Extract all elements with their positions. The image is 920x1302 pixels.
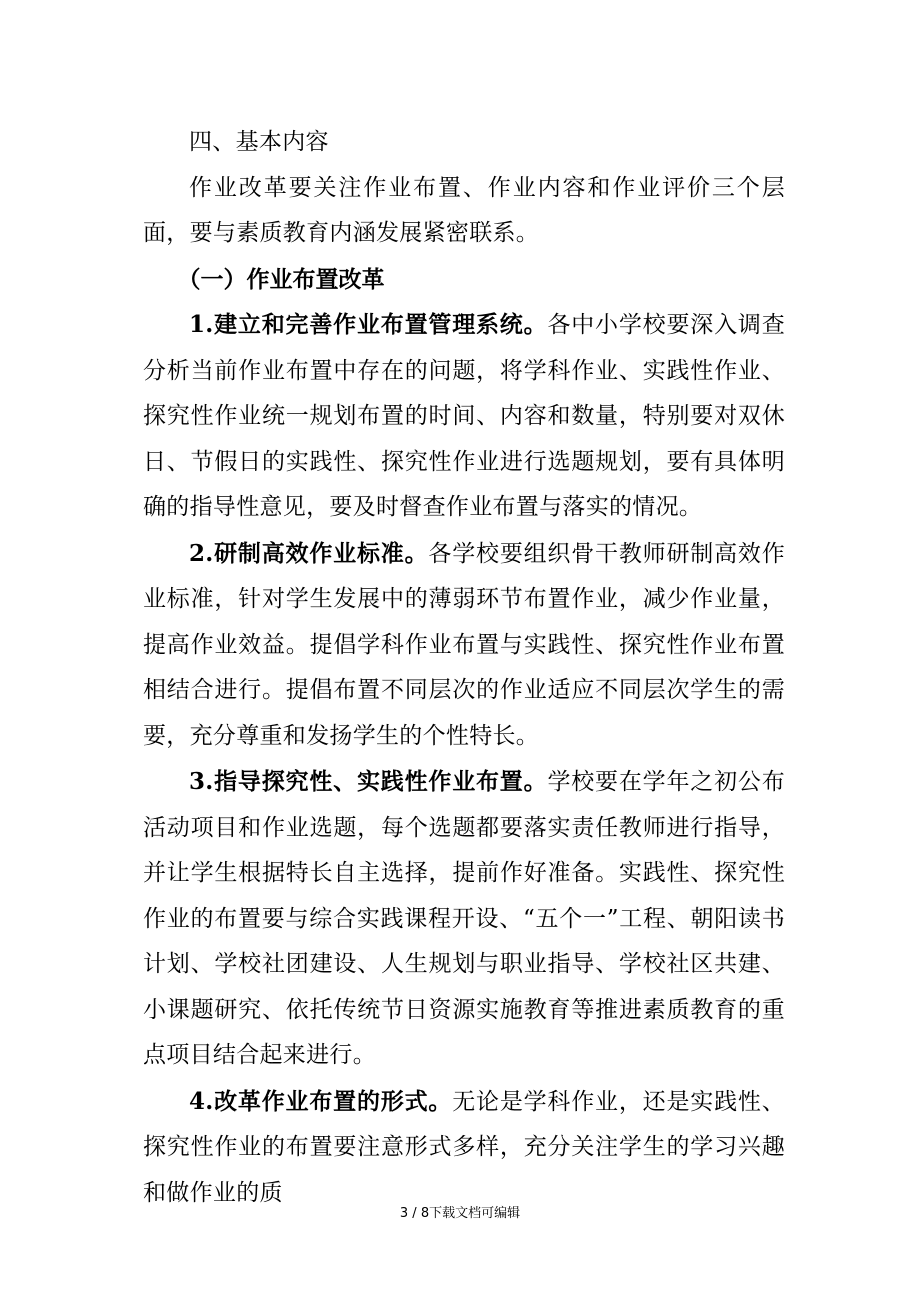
item-paragraph-2 (143, 531, 785, 760)
item-body-1: 各中小学校要深入调查分析当前作业布置中存在的问题，将学科作业、实践性作业、探究性作业统一规划布置的时间、内容和数量，特别要对双休日、节假日的实践性、探究性作业进行选题规划，要有具体明确的指导性意见，要及时督查作业布置与落实的情况。 (143, 312, 786, 520)
intro-paragraph: 作业改革要关注作业布置、作业内容和作业评价三个层面，要与素质教育内涵发展紧密联系。 (143, 174, 785, 246)
item-paragraph-1 (143, 302, 785, 531)
item-paragraph-4 (143, 1079, 785, 1217)
section-heading: 四、基本内容 (189, 129, 329, 155)
item-body-3: 学校要在学年之初公布活动项目和作业选题，每个选题都要落实责任教师进行指导，并让学生根据特长自主选择，提前作好准备。实践性、探究性作业的布置要与综合实践课程开设、“五个一”工程、朝阳读书计划、学校社团建设、人生规划与职业指导、学校社区共建、小课题研究、依托传统节日资源实施教育等推进素质教育的重点项目结合起来进行。 (143, 769, 786, 1068)
item-paragraph-3 (143, 759, 785, 1079)
document-body (143, 120, 785, 1216)
item-lead-2: 2.研制高效作业标准。 (189, 539, 429, 567)
page-footer: 3 / 8下载文档可编辑 (399, 1206, 521, 1221)
item-body-4: 无论是学科作业，还是实践性、探究性作业的布置要注意形式多样，充分关注学生的学习兴趣和做作业的质 (143, 1088, 785, 1206)
item-body-2: 各学校要组织骨干教师研制高效作业标准，针对学生发展中的薄弱环节布置作业，减少作业量，提高作业效益。提倡学科作业布置与实践性、探究性作业布置相结合进行。提倡布置不同层次的作业适应不同层次学生的需要，充分尊重和发扬学生的个性特长。 (143, 540, 785, 749)
item-lead-3: 3.指导探究性、实践性作业布置。 (189, 768, 548, 795)
item-lead-4: 4.改革作业布置的形式。 (189, 1087, 453, 1115)
sub-heading: （一）作业布置改革 (177, 265, 385, 293)
item-lead-1: 1.建立和完善作业布置管理系统。 (189, 311, 548, 338)
